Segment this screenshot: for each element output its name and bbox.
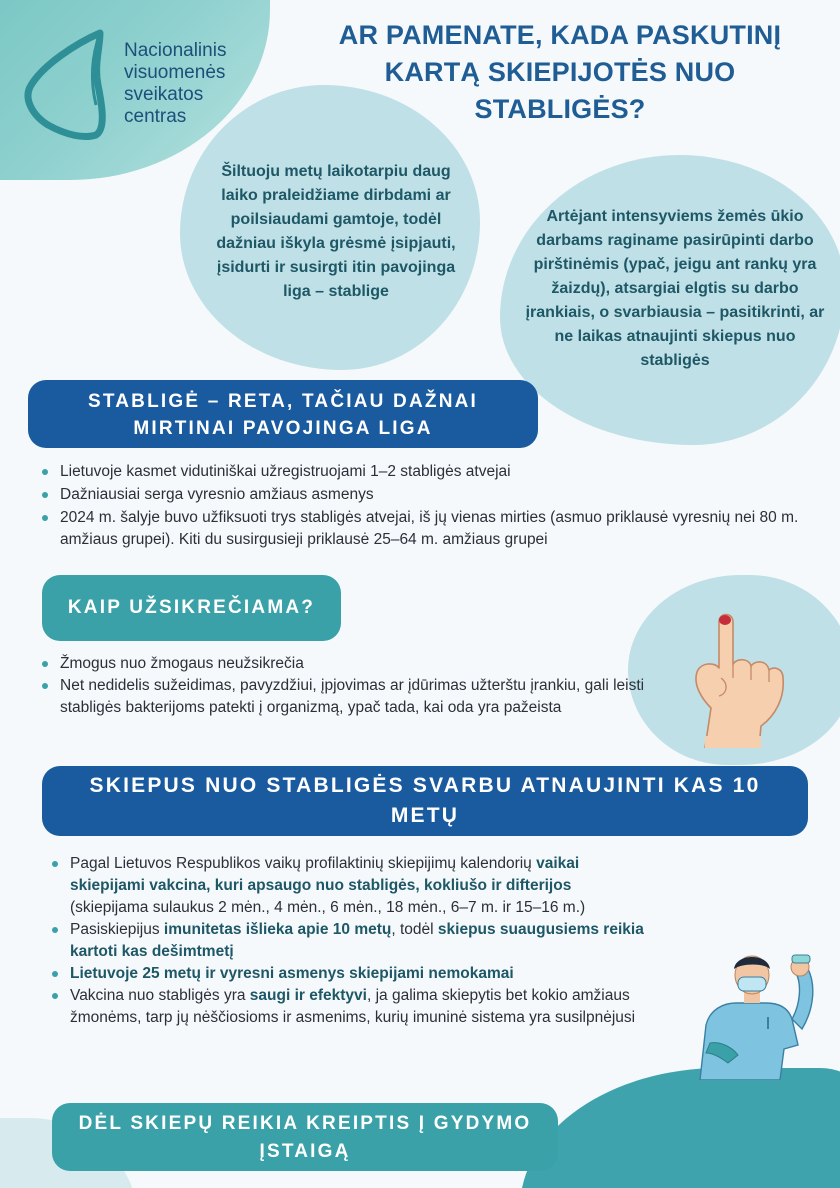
list-item <box>48 985 648 1029</box>
text-span-bold: Lietuvoje 25 metų ir vyresni asmenys skiepijami nemokamai <box>70 965 514 982</box>
org-name-line: visuomenės <box>124 62 226 83</box>
list-item <box>48 963 648 985</box>
injured-finger-icon <box>675 598 795 748</box>
section-heading-disease <box>28 380 538 448</box>
section-heading-line: STABLIGĖ – RETA, TAČIAU DAŽNAI <box>87 391 479 412</box>
text-span: Pagal Lietuvos Respublikos vaikų profilaktinių skiepijimų kalendorių <box>70 855 532 872</box>
text-span: (skiepijama sulaukus 2 mėn., 4 mėn., 6 mėn., 18 mėn., 6–7 m. ir 15–16 m.) <box>70 899 586 916</box>
section-heading-line: METŲ <box>390 804 460 827</box>
transmission-list <box>38 653 648 719</box>
list-item <box>48 919 648 963</box>
info-bubble-left-text: Šiltuoju metų laikotarpiu daug laiko praleidžiame dirbdami ar poilsiaudami gamtoje, todėl dažniau iškyla grėsmė įsipjauti, įsidurti ir susirgti itin pavojinga liga – stablige <box>216 163 456 300</box>
nurse-with-vial-icon <box>680 945 830 1080</box>
org-name-line: Nacionalinis <box>124 40 227 61</box>
section-heading-transmission: KAIP UŽSIKREČIAMA? <box>42 575 341 641</box>
corner-decoration-bottom-right <box>520 1068 840 1188</box>
info-bubble-right-text: Artėjant intensyviems žemės ūkio darbams raginame pasirūpinti darbo pirštinėmis (ypač, jeigu ant rankų yra žaizdų), atsargiai elgtis su darbo įrankiais, o svarbiausia – pasitikrinti, ar ne laikas atnaujinti skiepus nuo stabligės <box>525 208 825 369</box>
text-span: , ja galima skiepytis bet kokio amžiaus žmonėms, tarp jų nėščiosioms ir asmenims, kurių imuninė sistema yra susilpnėjusi <box>70 987 636 1026</box>
nvsc-logo-icon <box>22 25 122 145</box>
list-item: Žmogus nuo žmogaus neužsikrečia <box>38 653 648 675</box>
text-span: , todėl <box>391 921 434 938</box>
org-name <box>124 40 264 128</box>
list-item: Net nedidelis sužeidimas, pavyzdžiui, įpjovimas ar įdūrimas užterštu įrankiu, gali leisti stabligės bakterijoms patekti į organizmą, ypač tada, kai oda yra pažeista <box>38 675 648 719</box>
text-span-bold: imunitetas išlieka apie 10 metų <box>163 921 392 938</box>
text-span-bold: skiepus suaugusiems reikia kartoti kas dešimtmetį <box>70 921 644 960</box>
text-span: Pasiskiepijus <box>70 921 160 938</box>
list-item: Lietuvoje kasmet vidutiniškai užregistruojami 1–2 stabligės atvejai <box>38 461 838 483</box>
text-span-bold: vaikai skiepijami vakcina, kuri apsaugo nuo stabligės, kokliušo ir difterijos <box>70 855 580 894</box>
vaccination-list <box>48 853 648 1029</box>
org-name-line: sveikatos <box>124 84 204 105</box>
section-heading-line: ĮSTAIGĄ <box>259 1141 351 1162</box>
list-item: Dažniausiai serga vyresnio amžiaus asmenys <box>38 484 838 506</box>
org-name-line: centras <box>124 106 187 127</box>
text-span-bold: saugi ir efektyvi <box>249 987 367 1004</box>
section-heading-line: DĖL SKIEPŲ REIKIA KREIPTIS Į GYDYMO <box>78 1113 532 1134</box>
section-heading-line: MIRTINAI PAVOJINGA LIGA <box>133 418 433 439</box>
list-item: 2024 m. šalyje buvo užfiksuoti trys stabligės atvejai, iš jų vienas mirties (asmuo priklausė vyresnių nei 80 m. amžiaus grupei). Kiti du susirgusieji priklausė 25–64 m. amžiaus grupei <box>38 507 838 551</box>
disease-facts-list <box>38 461 838 552</box>
page-title: AR PAMENATE, KADA PASKUTINĮ KARTĄ SKIEPIJOTĖS NUO STABLIGĖS? <box>338 20 782 124</box>
section-heading-line: SKIEPUS NUO STABLIGĖS SVARBU ATNAUJINTI KAS 10 <box>89 774 761 797</box>
text-span: Vakcina nuo stabligės yra <box>70 987 246 1004</box>
section-heading-vaccination <box>42 766 808 836</box>
list-item <box>48 853 648 919</box>
section-heading-contact <box>52 1103 558 1171</box>
